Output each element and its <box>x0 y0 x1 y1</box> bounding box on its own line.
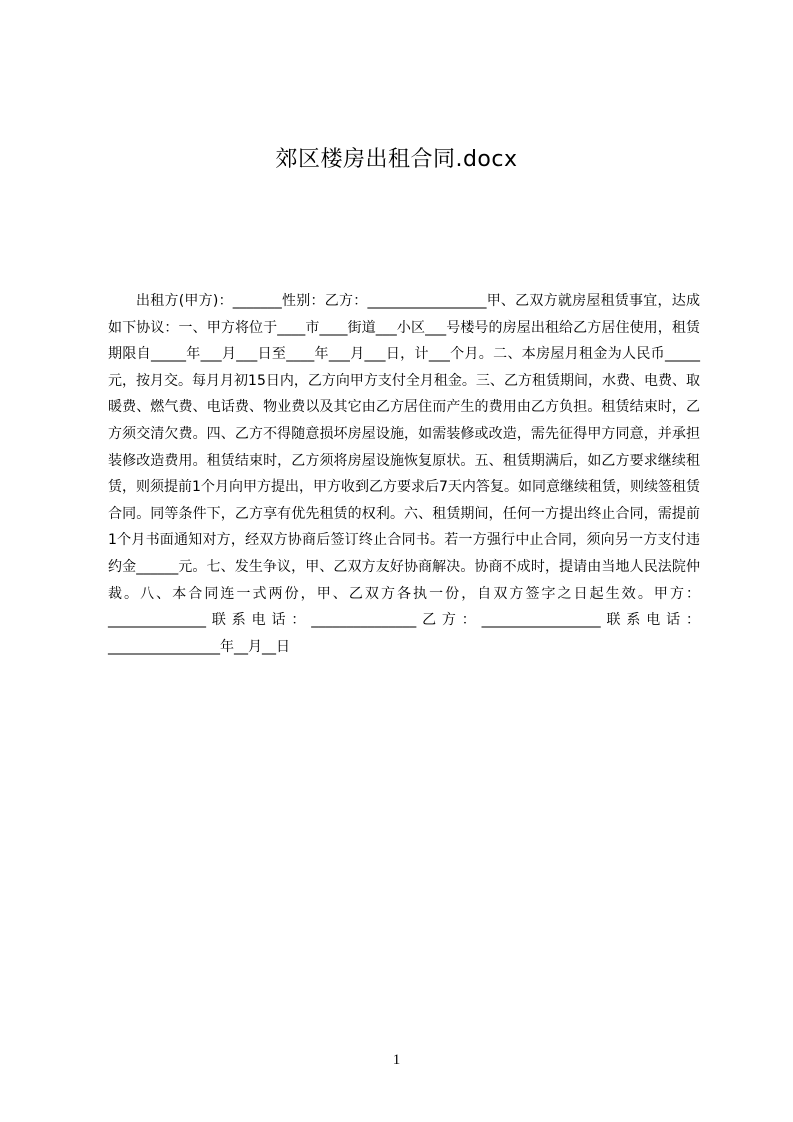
document-title: 郊区楼房出租合同.docx <box>275 147 518 172</box>
page-number: 1 <box>392 1052 401 1068</box>
contract-body-paragraph: 出租方(甲方)：_______性别：乙方：_________________甲、乙双方就房屋租赁事宜，达成如下协议：一、甲方将位于____市____街道___小区___号楼号的房屋出租给乙方居住使用，租赁期限自_____年___月___日至____年___月___日，计___个月。二、本房屋月租金为人民币_____元，按月交。每月月初15日内，乙方向甲方支付全月租金。三、乙方租赁期间，水费、电费、取暖费、燃气费、电话费、物业费以及其它由乙方居住而产生的费用由乙方负担。租赁结束时，乙方须交清欠费。四、乙方不得随意损坏房屋设施，如需装修或改造，需先征得甲方同意，并承担装修改造费用。租赁结束时，乙方须将房屋设施恢复原状。五、租赁期满后，如乙方要求继续租赁，则须提前1个月向甲方提出，甲方收到乙方要求后7天内答复。如同意继续租赁，则续签租赁合同。同等条件下，乙方享有优先租赁的权利。六、租赁期间，任何一方提出终止合同，需提前1个月书面通知对方，经双方协商后签订终止合同书。若一方强行中止合同，须向另一方支付违约金______元。七、发生争议，甲、乙双方友好协商解决。协商不成时，提请由当地人民法院仲裁。八、本合同连一式两份，甲、乙双方各执一份，自双方签字之日起生效。甲方：______________联系电话：_______________乙方：_________________联系电话：________________年__月__日 <box>108 293 700 655</box>
